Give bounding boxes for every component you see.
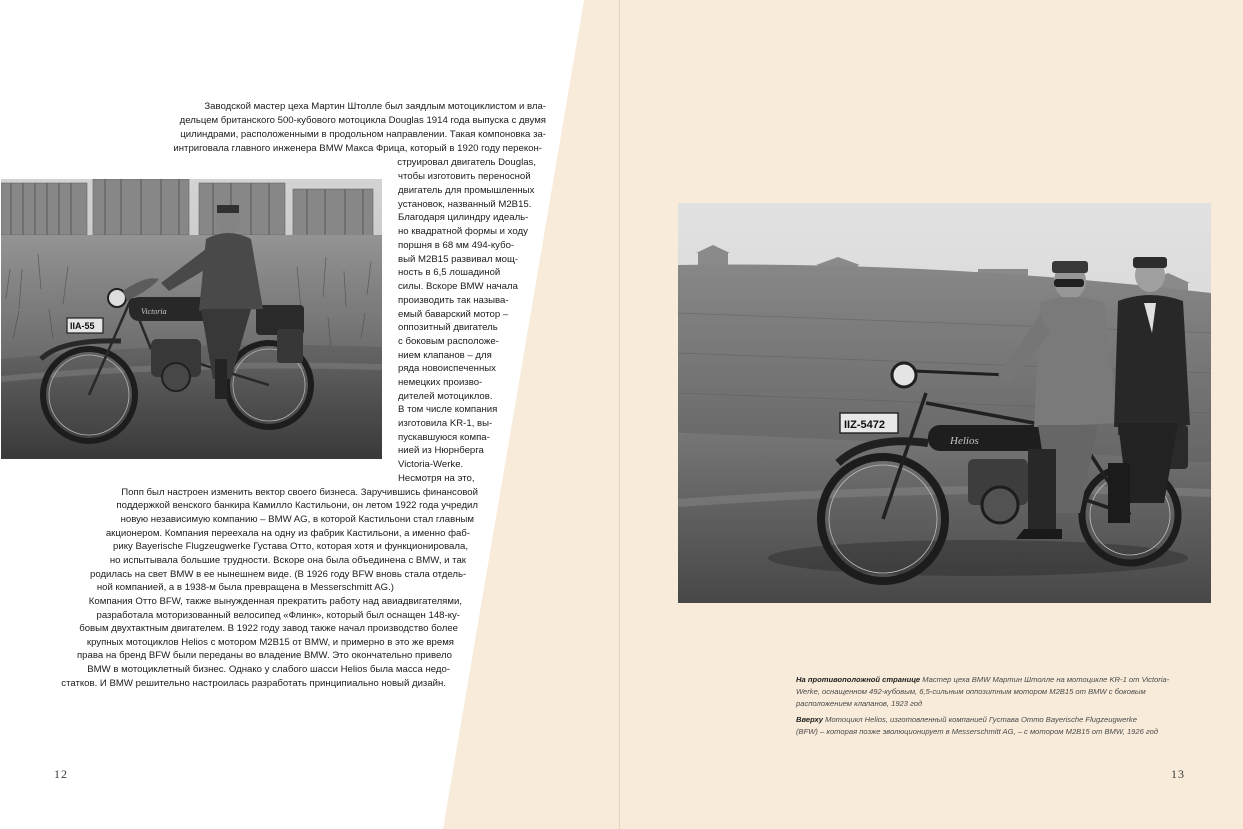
para-1-line: поршня в 68 мм 494-кубо- <box>398 240 515 251</box>
para-3-line: BMW в мотоциклетный бизнес. Однако у слабого шасси Helios была масса недо- <box>87 664 450 675</box>
caption-above-line: (BFW) – которая позже эволюционирует в Messerschmitt AG, – с мотором M2B15 от BMW, 1926 год <box>796 727 1159 736</box>
caption-opposite-page-line: Werke, оснащенном 492‑кубовым, 6,5‑сильным оппозитным мотором M2B15 от BMW с боковым <box>796 687 1146 696</box>
photo-victoria-tank-logo: Victoria <box>141 307 167 316</box>
para-1-line: вый M2B15 развивал мощ- <box>398 254 519 265</box>
page-spine <box>619 0 620 829</box>
para-1-line: интриговала главного инженера BMW Макса Фрица, который в 1920 году перекон- <box>173 143 542 154</box>
para-3-line: статков. И BMW решительно настроилась разработать принципиально новый дизайн. <box>61 678 446 689</box>
para-1-line: Благодаря цилиндру идеаль- <box>398 212 529 223</box>
para-2-line: рику Bayerische Flugzeugwerke Густава Отто, которая хотя и функционировала, <box>113 541 468 552</box>
caption-opposite-page-line: Мастер цеха BMW Мартин Штолле на мотоцикле KR-1 от Victoria- <box>922 675 1170 684</box>
photo-helios-plate: IIZ-5472 <box>844 419 885 431</box>
para-1-line: оппозитный двигатель <box>398 322 498 333</box>
para-3-line: крупных мотоциклов Helios с мотором M2B15 от BMW, и примерно в это же время <box>86 637 454 648</box>
para-3-line: Компания Отто BFW, также вынужденная прекратить работу над авиадвигателями, <box>88 596 462 607</box>
para-1-line: немецких произво- <box>398 377 483 388</box>
para-2-line: родилась на свет BMW в ее нынешнем виде. (В 1926 году BFW вновь стала отдель- <box>90 569 467 580</box>
para-1-line: В том числе компания <box>398 404 498 415</box>
para-1-line: нием клапанов – для <box>398 350 492 361</box>
para-1-line: дельцем британского 500‑кубового мотоцикла Douglas 1914 года выпуска с двумя <box>179 115 546 126</box>
para-1-line: ность в 6,5 лошадиной <box>398 267 501 278</box>
photo-victoria-plate: IIA-55 <box>70 321 95 331</box>
caption-above-lead: Вверху <box>796 715 826 724</box>
para-1-line: Victoria‑Werke. <box>398 459 464 470</box>
para-3-line: бовым двухтактным двигателем. В 1922 году завод также начал производство более <box>79 623 458 634</box>
para-2-line: Попп был настроен изменить вектор своего бизнеса. Заручившись финансовой <box>121 487 478 498</box>
para-1-line: дителей мотоциклов. <box>398 391 493 402</box>
para-1-line: емый баварский мотор – <box>398 309 509 320</box>
photo-helios <box>678 203 1211 603</box>
para-2-line: новую независимую компанию – BMW AG, в которой Кастильони стал главным <box>120 514 474 525</box>
para-1-line: производить так называ- <box>398 295 509 306</box>
para-1-line: Заводской мастер цеха Мартин Штолле был заядлым мотоциклистом и вла- <box>204 101 546 112</box>
para-3-line: разработала моторизованный велосипед «Флинк», который был оснащен 148-ку- <box>96 610 460 621</box>
para-1-line: с боковым расположе- <box>398 336 499 347</box>
para-1-line: силы. Вскоре BMW начала <box>398 281 518 292</box>
para-1-line: ряда новоиспеченных <box>398 363 496 374</box>
para-2-line: акционером. Компания переехала на одну из фабрик Кастильони, а именно фаб- <box>105 528 470 539</box>
para-1-line: Несмотря на это, <box>398 473 475 484</box>
para-2-line: поддержкой венского банкира Камилло Кастильони, он летом 1922 года учредил <box>116 500 478 511</box>
para-2-line: ной компанией, а в 1938-м была превращена в Messerschmitt AG.) <box>96 582 394 593</box>
caption-above <box>796 714 1196 738</box>
page-number-left: 12 <box>54 767 68 781</box>
para-1-line: установок, названный M2B15. <box>398 199 532 210</box>
page-number-right: 13 <box>1171 767 1185 781</box>
caption-above-line: Мотоцикл Helios, изготовленный компанией Густава Отто Bayerische Flugzeugwerke <box>825 715 1137 724</box>
para-3-line: права на бренд BFW были переданы во владение BMW. Это окончательно привело <box>76 650 452 661</box>
para-1-line: пускавшуюся компа- <box>398 432 490 443</box>
para-2-line: но испытывала большие трудности. Вскоре она была объединена с BMW, и так <box>109 555 466 566</box>
caption-opposite-page-line: расположением клапанов, 1923 год <box>796 699 923 708</box>
photo-victoria-kr1 <box>1 179 382 459</box>
caption-opposite-page-lead: На противоположной странице <box>796 675 923 684</box>
para-1-line: двигатель для промышленных <box>398 185 535 196</box>
para-1-line: чтобы изготовить переносной <box>398 171 531 182</box>
para-1-line: струировал двигатель Douglas, <box>397 157 536 168</box>
caption-opposite-page <box>796 674 1196 710</box>
para-1-line: цилиндрами, расположенными в продольном направлении. Такая компоновка за- <box>180 129 546 140</box>
para-1-line: но квадратной формы и ходу <box>398 226 528 237</box>
para-1-line: нией из Нюрнберга <box>398 445 484 456</box>
photo-helios-tank-logo: Helios <box>950 435 979 447</box>
para-1-line: изготовила KR-1, вы- <box>398 418 493 429</box>
